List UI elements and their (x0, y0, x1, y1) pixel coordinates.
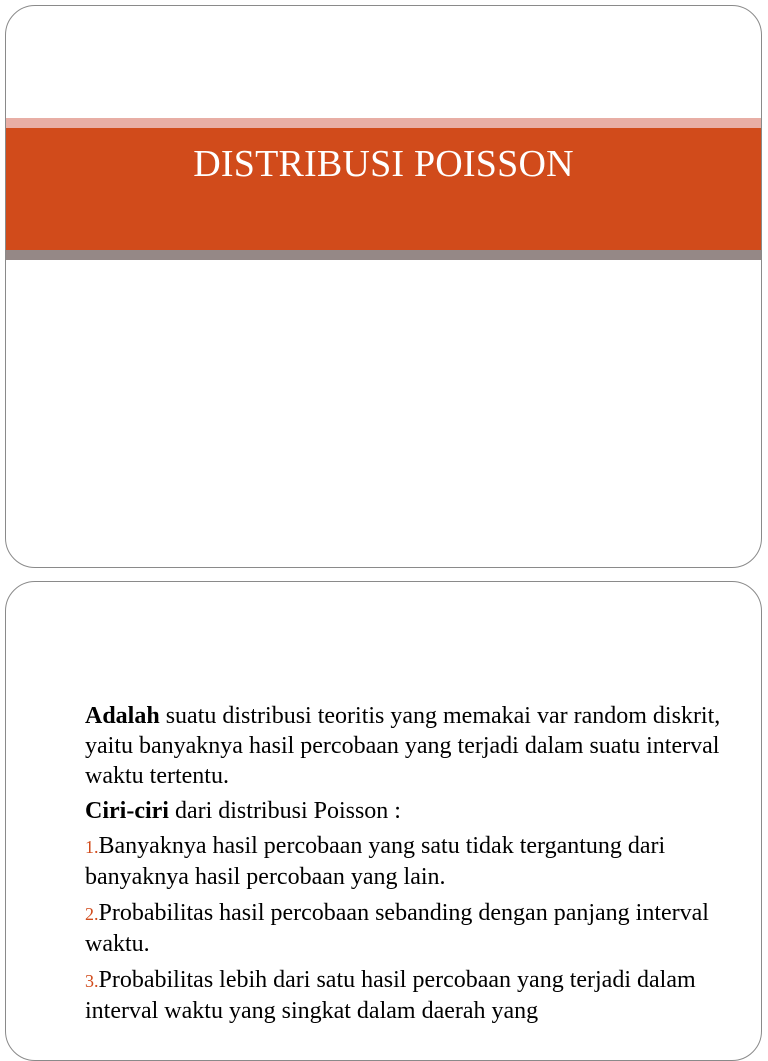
title-band-top-stripe (6, 118, 761, 128)
definition-term: Adalah (85, 703, 160, 729)
definition-text: suatu distribusi teoritis yang memakai var random diskrit, yaitu banyaknya hasil percobaan yang terjadi dalam suatu interval waktu tertentu. (85, 703, 721, 789)
list-item (85, 898, 735, 959)
list-item (85, 965, 735, 1026)
title-band-bottom-stripe (6, 250, 761, 260)
list-item-text: Banyaknya hasil percobaan yang satu tidak tergantung dari banyaknya hasil percobaan yang lain. (85, 833, 666, 890)
list-item-number: 2. (85, 904, 99, 924)
slide-body (85, 701, 735, 1032)
list-item-text: Probabilitas hasil percobaan sebanding dengan panjang interval waktu. (85, 900, 709, 957)
title-slide (5, 5, 762, 568)
slide-title: DISTRIBUSI POISSON (193, 143, 574, 185)
characteristics-term: Ciri-ciri (85, 798, 169, 824)
definition-paragraph (85, 701, 735, 791)
content-slide (5, 581, 762, 1061)
list-item (85, 831, 735, 892)
list-item-text: Probabilitas lebih dari satu hasil percobaan yang terjadi dalam interval waktu yang singkat dalam daerah yang (85, 967, 696, 1024)
characteristics-intro (85, 796, 735, 826)
list-item-number: 3. (85, 971, 99, 991)
list-item-number: 1. (85, 837, 99, 857)
characteristics-intro-text: dari distribusi Poisson : (168, 798, 401, 824)
